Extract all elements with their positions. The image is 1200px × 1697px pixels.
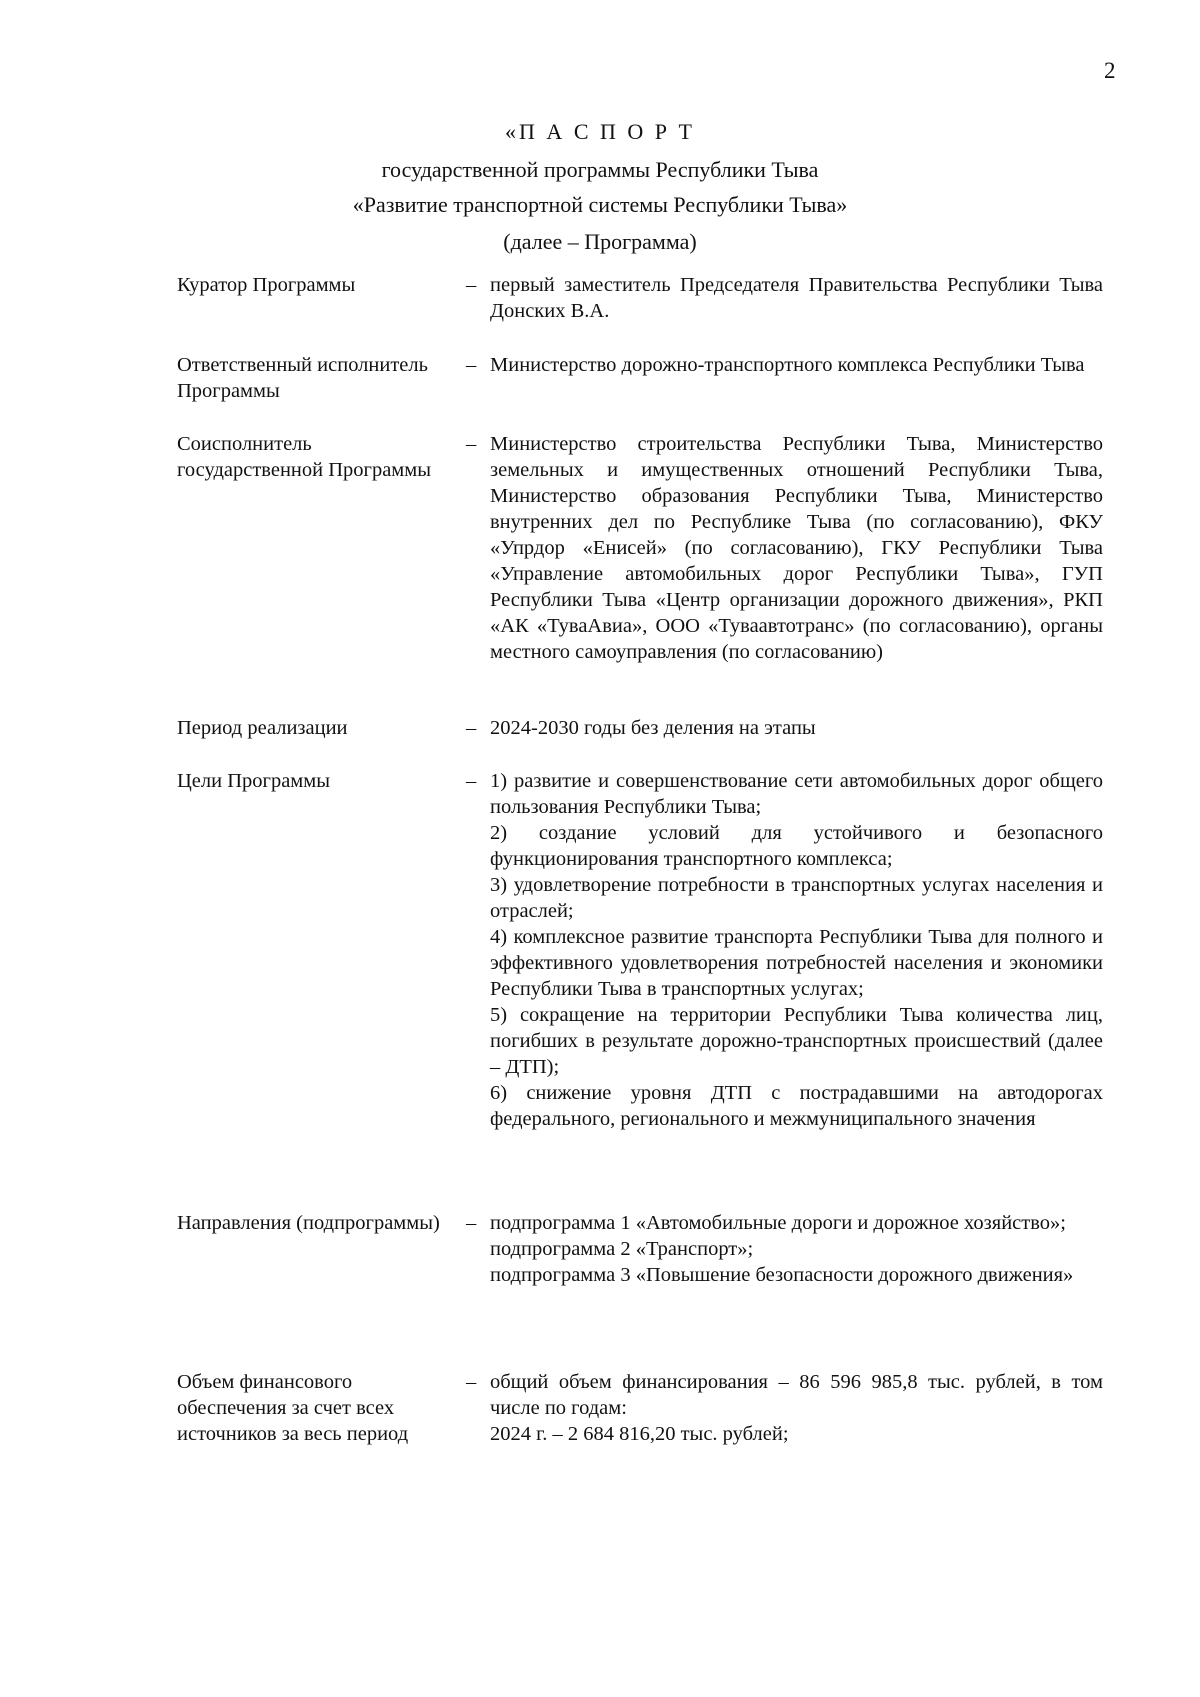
document-title: «П А С П О Р Т xyxy=(505,119,695,144)
content-paragraph: Министерство строительства Республики Тыва, Министерство земельных и имущественных отношений Республики Тыва, Министерство образования Республики Тыва, Министерство внутренних дел по Республике Тыва (по согласованию), ФКУ «Упрдор «Енисей» (по согласованию), ГКУ Республики Тыва «Управление автомобильных дорог Республики Тыва», ГУП Республики Тыва «Центр организации дорожного движения», РКП «АК «ТуваАвиа», ООО «Туваавтотранс» (по согласованию), органы местного самоуправления (по согласованию) xyxy=(490,433,1103,663)
row-label: Куратор Программы xyxy=(177,274,356,296)
program-abbreviation: (далее – Программа) xyxy=(503,229,697,254)
funding-total: общий объем финансирования – 86 596 985,8 тыс. рублей, в том числе по годам: xyxy=(490,1371,1103,1419)
row-label: Цели Программы xyxy=(177,770,331,792)
row-dash: – xyxy=(466,717,477,739)
subprogram-item: подпрограмма 3 «Повышение безопасности дорожного движения» xyxy=(490,1264,1074,1286)
row-label: Ответственный исполнитель Программы xyxy=(177,354,428,402)
row-content xyxy=(490,768,1103,1132)
goal-item: 4) комплексное развитие транспорта Республики Тыва для полного и эффективного удовлетворения потребностей населения и экономики Республики Тыва в транспортных услугах; xyxy=(490,926,1103,1000)
goal-item: 2) создание условий для устойчивого и безопасного функционирования транспортного комплекса; xyxy=(490,822,1103,870)
document-subtitle: государственной программы Республики Тыва xyxy=(381,157,819,182)
row-label: Направления (подпрограммы) xyxy=(177,1212,440,1234)
row-content xyxy=(490,1210,1103,1288)
row-dash: – xyxy=(466,1371,477,1393)
content-paragraph: 2024-2030 годы без деления на этапы xyxy=(490,717,816,739)
row-dash: – xyxy=(466,433,477,455)
row-label: Соисполнитель государственной Программы xyxy=(177,433,432,481)
funding-year: 2024 г. – 2 684 816,20 тыс. рублей; xyxy=(490,1423,789,1445)
goal-item: 1) развитие и совершенствование сети автомобильных дорог общего пользования Республики Тыва; xyxy=(490,770,1103,818)
row-dash: – xyxy=(466,274,477,296)
goal-item: 3) удовлетворение потребности в транспортных услугах населения и отраслей; xyxy=(490,874,1103,922)
row-content xyxy=(490,352,1103,378)
content-paragraph: первый заместитель Председателя Правительства Республики Тыва Донских В.А. xyxy=(490,274,1103,322)
row-label: Период реализации xyxy=(177,717,348,739)
subprogram-item: подпрограмма 2 «Транспорт»; xyxy=(490,1238,754,1260)
program-name: «Развитие транспортной системы Республики Тыва» xyxy=(352,192,848,217)
row-content xyxy=(490,715,1103,741)
row-content xyxy=(490,1369,1103,1447)
page-number: 2 xyxy=(1104,58,1116,83)
row-dash: – xyxy=(466,1212,477,1234)
row-content xyxy=(490,272,1103,324)
row-content xyxy=(490,431,1103,665)
subprogram-item: подпрограмма 1 «Автомобильные дороги и дорожное хозяйство»; xyxy=(490,1212,1066,1234)
content-paragraph: Министерство дорожно-транспортного комплекса Республики Тыва xyxy=(490,354,1085,376)
goal-item: 5) сокращение на территории Республики Тыва количества лиц, погибших в результате дорожно-транспортных происшествий (далее – ДТП); xyxy=(490,1004,1103,1078)
row-label: Объем финансового обеспечения за счет всех источников за весь период xyxy=(177,1371,409,1445)
row-dash: – xyxy=(466,770,477,792)
goal-item: 6) снижение уровня ДТП с пострадавшими на автодорогах федерального, регионального и межмуниципального значения xyxy=(490,1082,1103,1130)
row-dash: – xyxy=(466,354,477,376)
